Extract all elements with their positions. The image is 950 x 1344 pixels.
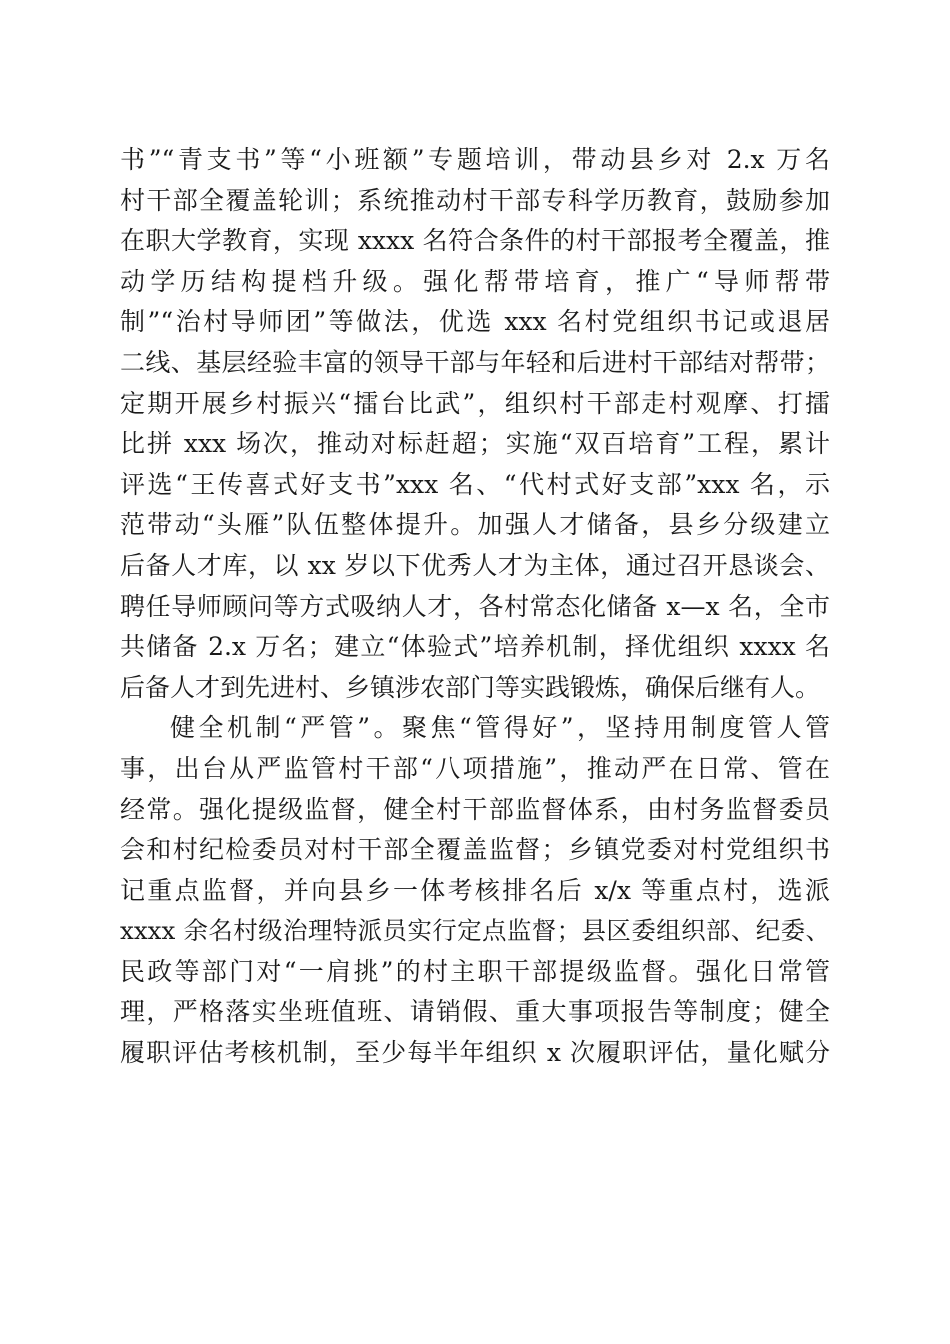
text-line: 后备人才库，以 xx 岁以下优秀人才为主体，通过召开恳谈会、 [120,550,830,580]
text-line: 记重点监督，并向县乡一体考核排名后 x/x 等重点村，选派 [120,875,830,905]
text-line: 聘任导师顾问等方式吸纳人才，各村常态化储备 x—x 名，全市 [120,591,830,621]
text-line: 会和村纪检委员对村干部全覆盖监督；乡镇党委对村党组织书 [120,835,830,865]
text-line: 比拼 xxx 场次，推动对标赶超；实施“双百培育”工程，累计 [120,429,830,459]
text-line: 范带动“头雁”队伍整体提升。加强人才储备，县乡分级建立 [120,510,830,540]
paragraph-1 [120,140,830,708]
body-text [120,140,830,1074]
text-line: 后备人才到先进村、乡镇涉农部门等实践锻炼，确保后继有人。 [120,672,821,702]
text-line: 书”“青支书”等“小班额”专题培训，带动县乡对 2.x 万名 [120,145,830,174]
text-line: 理，严格落实坐班值班、请销假、重大事项报告等制度；健全 [120,997,830,1027]
text-line: 健全机制“严管”。聚焦“管得好”，坚持用制度管人管 [170,713,830,743]
text-line: xxxx 余名村级治理特派员实行定点监督；县区委组织部、纪委、 [120,916,830,946]
text-line: 履职评估考核机制，至少每半年组织 x 次履职评估，量化赋分 [120,1038,830,1068]
text-line: 经常。强化提级监督，健全村干部监督体系，由村务监督委员 [120,794,830,824]
text-line: 二线、基层经验丰富的领导干部与年轻和后进村干部结对帮带； [120,347,830,377]
paragraph-2 [120,708,830,1073]
text-line: 在职大学教育，实现 xxxx 名符合条件的村干部报考全覆盖，推 [120,226,830,256]
text-line: 定期开展乡村振兴“擂台比武”，组织村干部走村观摩、打擂 [120,388,830,418]
text-line: 村干部全覆盖轮训；系统推动村干部专科学历教育，鼓励参加 [120,185,830,215]
text-line: 动学历结构提档升级。强化帮带培育，推广“导师帮带 [120,266,830,296]
text-line: 民政等部门对“一肩挑”的村主职干部提级监督。强化日常管 [120,956,830,986]
text-line: 事，出台从严监管村干部“八项措施”，推动严在日常、管在 [120,753,830,783]
text-line: 评选“王传喜式好支书”xxx 名、“代村式好支部”xxx 名，示 [120,469,830,499]
text-line: 共储备 2.x 万名；建立“体验式”培养机制，择优组织 xxxx 名 [120,632,830,662]
text-line: 制”“治村导师团”等做法，优选 xxx 名村党组织书记或退居 [120,307,830,337]
